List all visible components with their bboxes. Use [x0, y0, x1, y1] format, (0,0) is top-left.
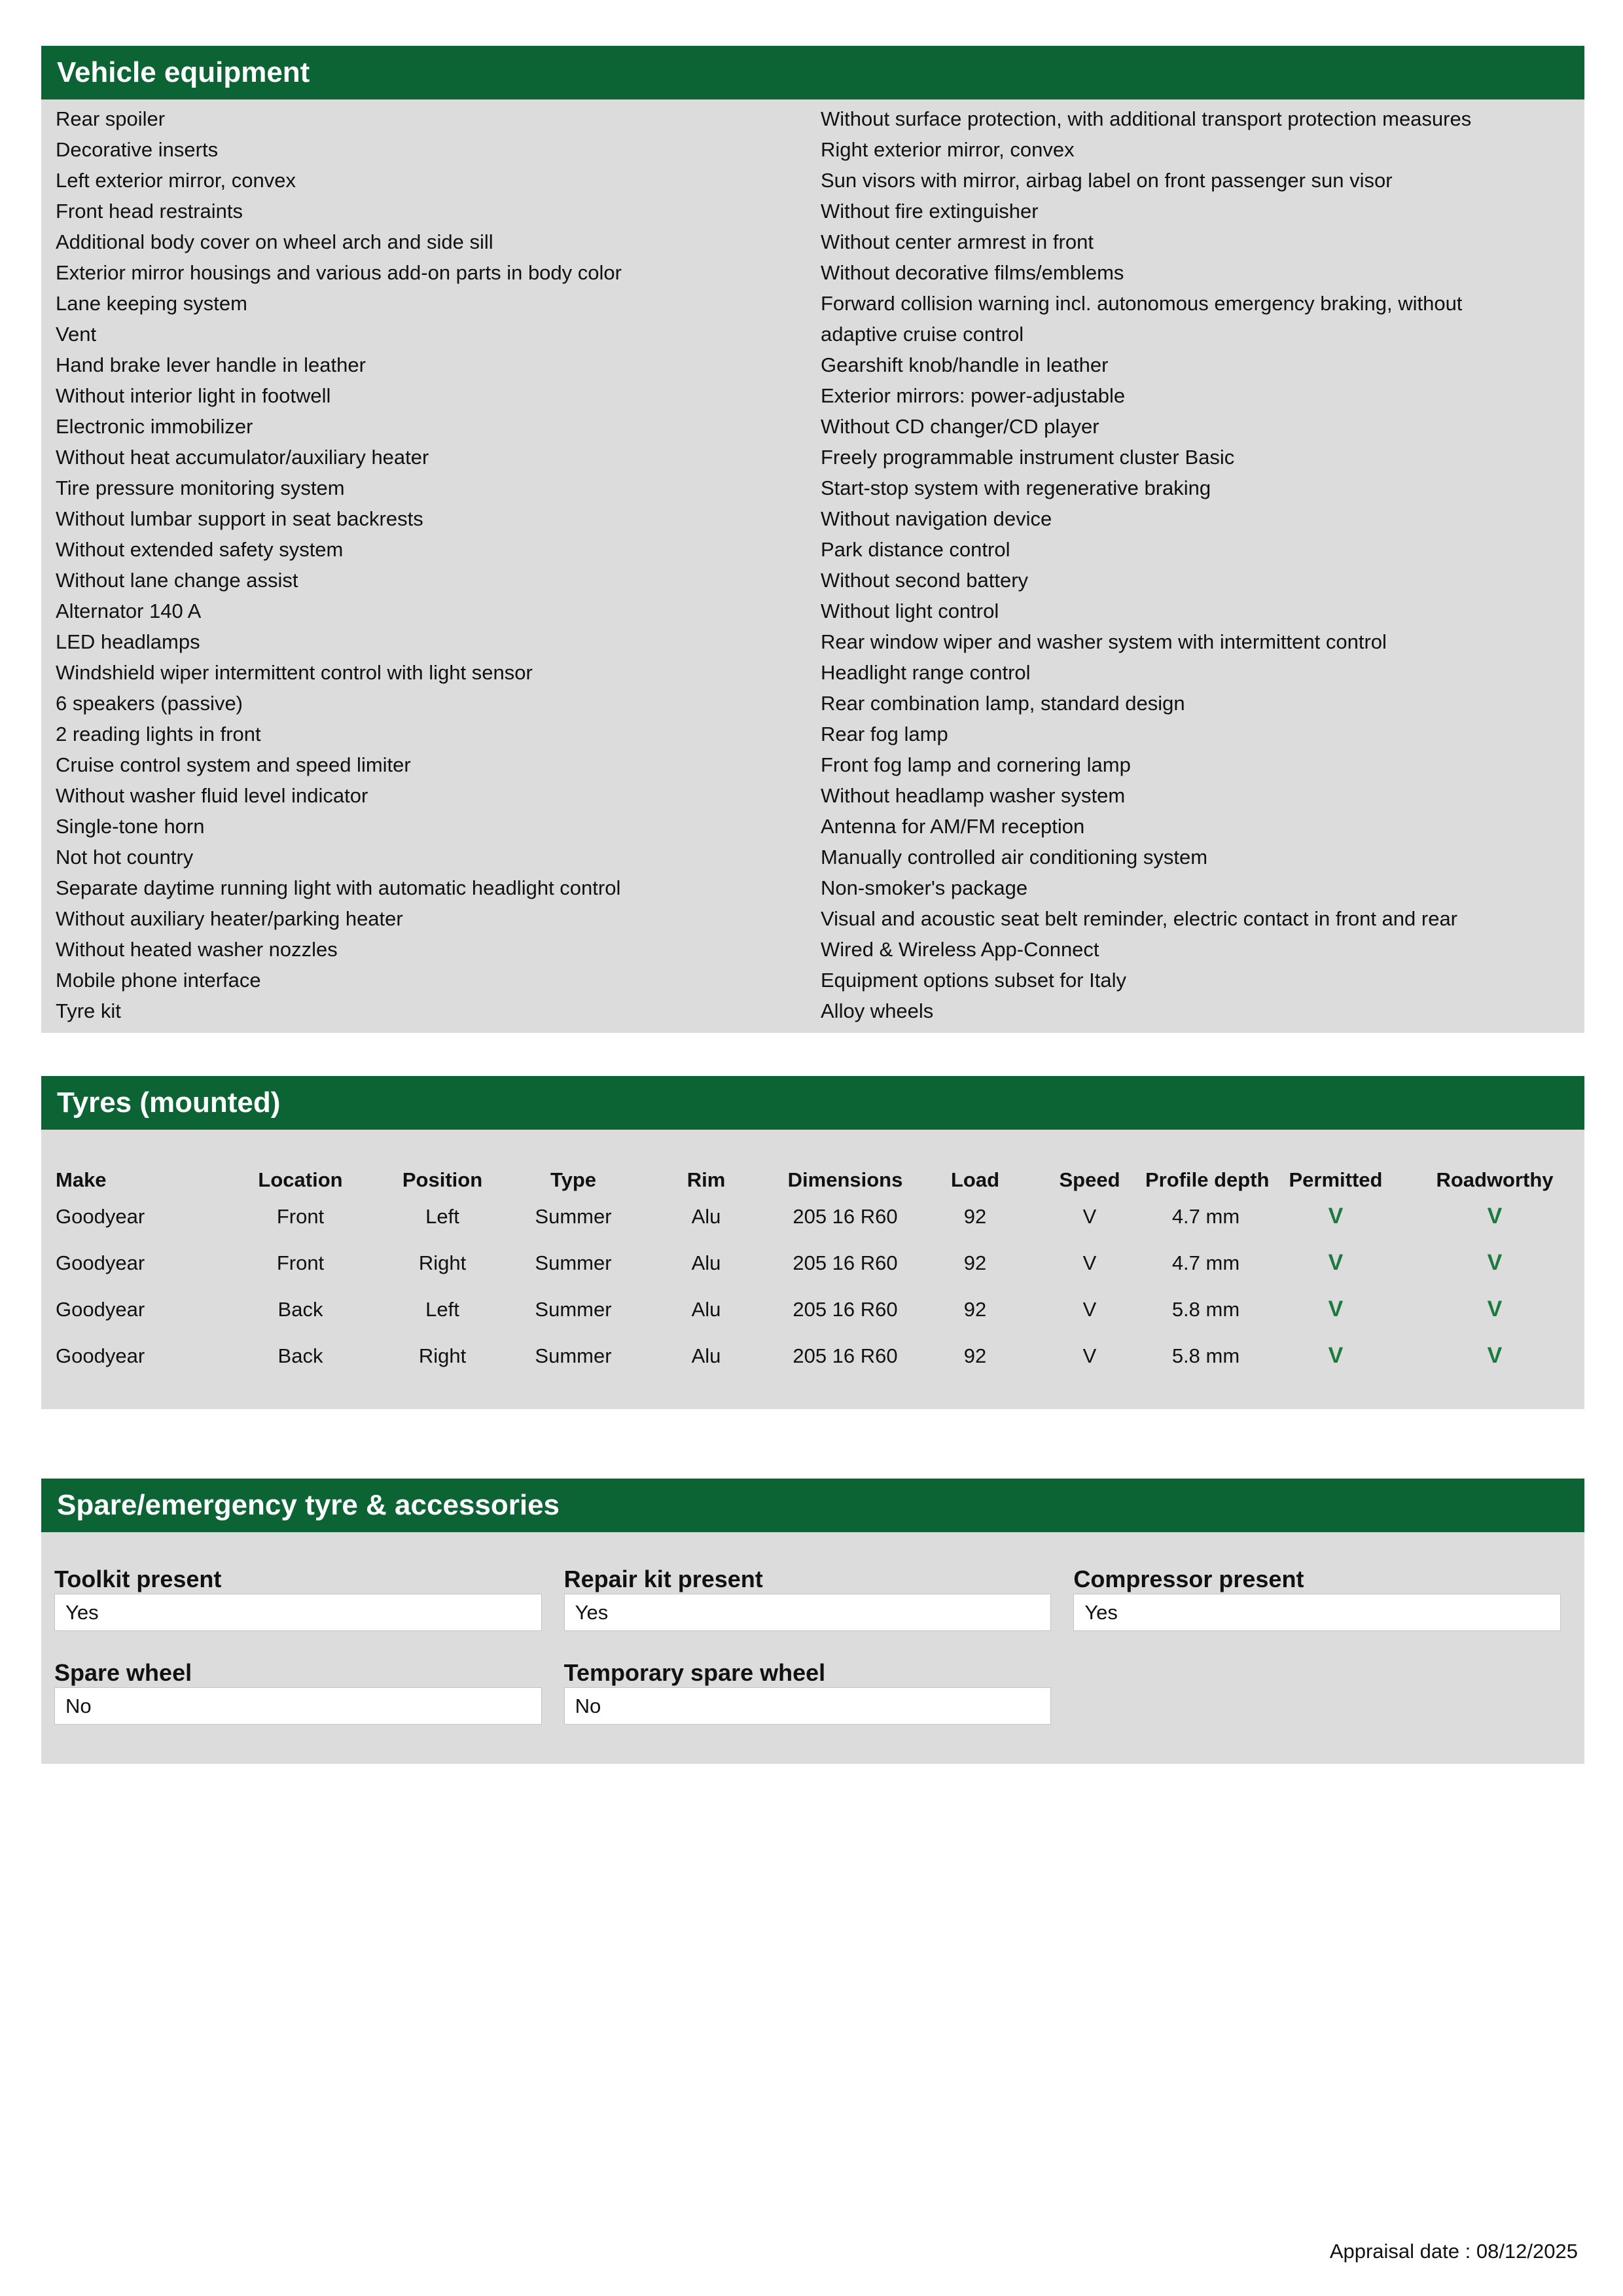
list-item: Windshield wiper intermittent control with light sensor [56, 661, 533, 684]
list-item: Without surface protection, with additional transport protection measures [821, 107, 1472, 130]
permitted-check-mark: V [1328, 1343, 1344, 1368]
spare-section-panel [41, 1532, 1584, 1764]
list-item: Electronic immobilizer [56, 415, 253, 438]
list-item: Without second battery [821, 569, 1029, 592]
cell-dimensions: 205 16 R60 [793, 1344, 898, 1367]
list-item: Hand brake lever handle in leather [56, 353, 366, 376]
table-row [41, 1193, 1584, 1240]
list-item: Separate daytime running light with automatic headlight control [56, 876, 621, 899]
list-item: Without washer fluid level indicator [56, 784, 368, 807]
list-item: Without lumbar support in seat backrests [56, 507, 423, 530]
table-row [41, 1286, 1584, 1333]
cell-dimensions: 205 16 R60 [793, 1204, 898, 1228]
spare-fields-row-2 [54, 1659, 1561, 1725]
list-item: Front head restraints [56, 200, 243, 223]
list-item: LED headlamps [56, 630, 200, 653]
roadworthy-check-mark: V [1487, 1204, 1503, 1229]
spare-wheel-value-box[interactable]: No [54, 1687, 542, 1725]
list-item: Antenna for AM/FM reception [821, 815, 1085, 838]
equipment-column-left [41, 103, 821, 1026]
list-item: Additional body cover on wheel arch and side sill [56, 230, 493, 253]
cell-speed: V [1082, 1204, 1097, 1228]
list-item: Without heat accumulator/auxiliary heater [56, 446, 429, 469]
vehicle-equipment-header [41, 46, 1584, 99]
column-header-position: Position [402, 1168, 483, 1191]
list-item: Without CD changer/CD player [821, 415, 1099, 438]
cell-location: Back [277, 1344, 323, 1367]
list-item: Mobile phone interface [56, 969, 261, 992]
list-item: Tyre kit [56, 999, 121, 1022]
list-item: Alloy wheels [821, 999, 934, 1022]
cell-make: Goodyear [56, 1344, 145, 1367]
roadworthy-check-mark: V [1487, 1297, 1503, 1321]
list-item: Without auxiliary heater/parking heater [56, 907, 403, 930]
repair-kit-present-value-box[interactable]: Yes [564, 1594, 1052, 1631]
list-item: Rear combination lamp, standard design [821, 692, 1185, 715]
spare-section-header [41, 1479, 1584, 1532]
appraisal-date: Appraisal date : 08/12/2025 [1329, 2240, 1578, 2263]
cell-type: Summer [535, 1251, 612, 1274]
list-item: Right exterior mirror, convex [821, 138, 1075, 161]
list-item: Vent [56, 323, 97, 346]
column-header-permitted: Permitted [1289, 1168, 1383, 1191]
tyres-table [41, 1130, 1584, 1409]
list-item: Rear fog lamp [821, 723, 948, 745]
cell-dimensions: 205 16 R60 [793, 1251, 898, 1274]
tyres-table-header-row [41, 1167, 1584, 1193]
roadworthy-check-mark: V [1487, 1250, 1503, 1275]
spare-section-title: Spare/emergency tyre & accessories [57, 1489, 560, 1521]
cell-dimensions: 205 16 R60 [793, 1297, 898, 1321]
temporary-spare-wheel-value-box[interactable]: No [564, 1687, 1052, 1725]
list-item: Without fire extinguisher [821, 200, 1039, 223]
report-page [41, 0, 1584, 1764]
cell-location: Back [277, 1297, 323, 1321]
field-label: Toolkit present [54, 1566, 222, 1592]
column-header-speed: Speed [1059, 1168, 1120, 1191]
list-item: Without light control [821, 600, 999, 622]
list-item: Rear window wiper and washer system with intermittent control [821, 630, 1387, 653]
column-header-profile-depth: Profile depth [1145, 1168, 1270, 1191]
cell-speed: V [1082, 1344, 1097, 1367]
list-item: Freely programmable instrument cluster Basic [821, 446, 1235, 469]
table-row [41, 1240, 1584, 1286]
permitted-check-mark: V [1328, 1297, 1344, 1321]
list-item: Manually controlled air conditioning system [821, 846, 1208, 869]
list-item: Without heated washer nozzles [56, 938, 338, 961]
list-item: Rear spoiler [56, 107, 166, 130]
field-repair-kit-present [564, 1565, 1052, 1631]
cell-make: Goodyear [56, 1297, 145, 1321]
cell-position: Left [425, 1204, 459, 1228]
list-item: Exterior mirrors: power-adjustable [821, 384, 1126, 407]
field-toolkit-present [54, 1565, 542, 1631]
list-item: Decorative inserts [56, 138, 219, 161]
list-item: Single-tone horn [56, 815, 205, 838]
cell-load: 92 [963, 1344, 987, 1367]
list-item: Alternator 140 A [56, 600, 202, 622]
column-header-rim: Rim [687, 1168, 726, 1191]
compressor-present-value-box[interactable]: Yes [1073, 1594, 1561, 1631]
list-item: Park distance control [821, 538, 1010, 561]
list-item: 6 speakers (passive) [56, 692, 243, 715]
list-item: Tire pressure monitoring system [56, 476, 345, 499]
list-item: Sun visors with mirror, airbag label on front passenger sun visor [821, 169, 1393, 192]
cell-type: Summer [535, 1297, 612, 1321]
permitted-check-mark: V [1328, 1250, 1344, 1275]
cell-rim: Alu [691, 1297, 721, 1321]
list-item: Equipment options subset for Italy [821, 969, 1126, 992]
cell-position: Right [418, 1251, 467, 1274]
permitted-check-mark: V [1328, 1204, 1344, 1229]
list-item: 2 reading lights in front [56, 723, 261, 745]
field-label: Compressor present [1073, 1566, 1304, 1592]
cell-type: Summer [535, 1344, 612, 1367]
list-item: Cruise control system and speed limiter [56, 753, 411, 776]
cell-make: Goodyear [56, 1251, 145, 1274]
list-item: Forward collision warning incl. autonomous emergency braking, without [821, 292, 1463, 315]
list-item: Exterior mirror housings and various add-on parts in body color [56, 261, 622, 284]
column-header-roadworthy: Roadworthy [1436, 1168, 1554, 1191]
cell-location: Front [276, 1251, 325, 1274]
cell-profile-depth: 4.7 mm [1171, 1251, 1240, 1274]
list-item: Left exterior mirror, convex [56, 169, 296, 192]
cell-load: 92 [963, 1204, 987, 1228]
cell-profile-depth: 5.8 mm [1171, 1344, 1240, 1367]
cell-profile-depth: 4.7 mm [1171, 1204, 1240, 1228]
cell-profile-depth: 5.8 mm [1171, 1297, 1240, 1321]
spare-fields-empty-cell [1073, 1659, 1561, 1725]
cell-load: 92 [963, 1297, 987, 1321]
cell-position: Right [418, 1344, 467, 1367]
list-item: Without lane change assist [56, 569, 298, 592]
list-item: Gearshift knob/handle in leather [821, 353, 1109, 376]
toolkit-present-value-box[interactable]: Yes [54, 1594, 542, 1631]
field-label: Temporary spare wheel [563, 1659, 826, 1686]
roadworthy-check-mark: V [1487, 1343, 1503, 1368]
cell-load: 92 [963, 1251, 987, 1274]
list-item: Without extended safety system [56, 538, 344, 561]
field-label: Spare wheel [54, 1659, 192, 1686]
list-item: Without center armrest in front [821, 230, 1094, 253]
list-item: Wired & Wireless App-Connect [821, 938, 1099, 961]
vehicle-equipment-title: Vehicle equipment [57, 56, 310, 88]
field-spare-wheel [54, 1659, 542, 1725]
list-item: Without decorative films/emblems [821, 261, 1124, 284]
list-item: Without headlamp washer system [821, 784, 1126, 807]
field-temporary-spare-wheel [564, 1659, 1052, 1725]
tyres-header [41, 1076, 1584, 1130]
table-row [41, 1333, 1584, 1379]
cell-type: Summer [535, 1204, 612, 1228]
column-header-make: Make [56, 1168, 107, 1191]
list-item: Start-stop system with regenerative braking [821, 476, 1211, 499]
list-item: Visual and acoustic seat belt reminder, electric contact in front and rear [821, 907, 1458, 930]
column-header-location: Location [258, 1168, 343, 1191]
list-item: Lane keeping system [56, 292, 247, 315]
list-item: Without navigation device [821, 507, 1052, 530]
cell-rim: Alu [691, 1344, 721, 1367]
cell-location: Front [276, 1204, 325, 1228]
cell-speed: V [1082, 1251, 1097, 1274]
list-item: Not hot country [56, 846, 194, 869]
list-item: Without interior light in footwell [56, 384, 331, 407]
field-label: Repair kit present [563, 1566, 763, 1592]
column-header-dimensions: Dimensions [787, 1168, 903, 1191]
column-header-type: Type [550, 1168, 597, 1191]
list-item: Headlight range control [821, 661, 1031, 684]
vehicle-equipment-panel [41, 99, 1584, 1033]
tyres-title: Tyres (mounted) [57, 1086, 281, 1119]
cell-position: Left [425, 1297, 459, 1321]
equipment-column-right [821, 103, 1570, 1026]
cell-speed: V [1082, 1297, 1097, 1321]
column-header-load: Load [950, 1168, 1000, 1191]
cell-make: Goodyear [56, 1204, 145, 1228]
list-item: Non-smoker's package [821, 876, 1028, 899]
field-compressor-present [1073, 1565, 1561, 1631]
cell-rim: Alu [691, 1251, 721, 1274]
list-item: adaptive cruise control [821, 323, 1024, 346]
list-item: Front fog lamp and cornering lamp [821, 753, 1131, 776]
spare-fields-row-1 [54, 1565, 1561, 1631]
cell-rim: Alu [691, 1204, 721, 1228]
